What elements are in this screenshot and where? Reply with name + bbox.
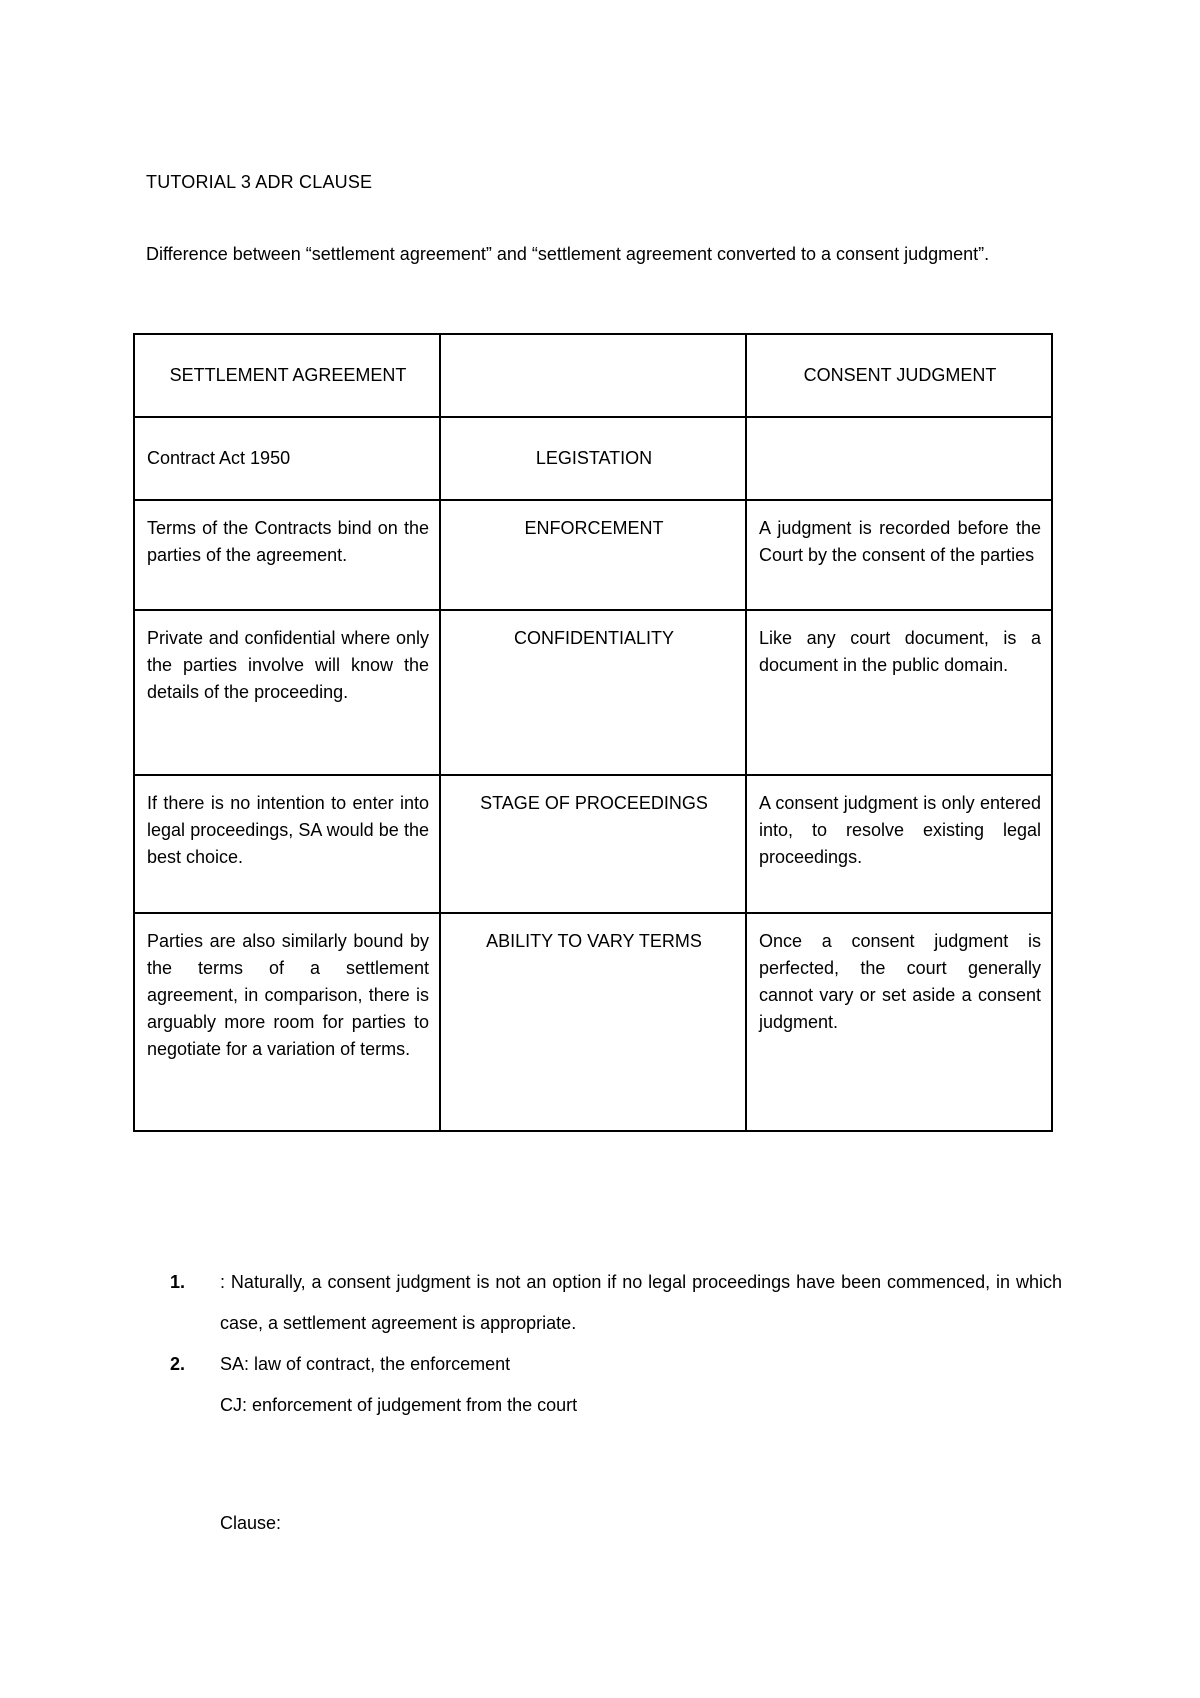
table-row	[134, 913, 1052, 1131]
header-aspect	[440, 334, 746, 417]
table-row	[134, 775, 1052, 913]
list-item-text: : Naturally, a consent judgment is not an option if no legal proceedings have been commenced, in which case, a settlement agreement is appropriate.	[220, 1272, 1062, 1333]
list-item-number: 2.	[170, 1354, 186, 1374]
table-row	[134, 500, 1052, 610]
cell-aspect: CONFIDENTIALITY	[440, 610, 746, 775]
list-item-number: 1.	[170, 1272, 186, 1292]
cell-sa: Terms of the Contracts bind on the parties of the agreement.	[134, 500, 440, 610]
cell-aspect: ENFORCEMENT	[440, 500, 746, 610]
cell-cj	[746, 417, 1052, 500]
table-row	[134, 417, 1052, 500]
page-title: TUTORIAL 3 ADR CLAUSE	[146, 172, 373, 192]
intro-paragraph: Difference between “settlement agreement” and “settlement agreement converted to a consent judgment”.	[146, 244, 990, 264]
cell-sa: Parties are also similarly bound by the terms of a settlement agreement, in comparison, there is arguably more room for parties to negotiate for a variation of terms.	[134, 913, 440, 1131]
clause-label: Clause:	[220, 1513, 282, 1533]
cell-aspect: ABILITY TO VARY TERMS	[440, 913, 746, 1131]
cell-cj: Like any court document, is a document in the public domain.	[746, 610, 1052, 775]
cell-sa: If there is no intention to enter into legal proceedings, SA would be the best choice.	[134, 775, 440, 913]
list-item-line: SA: law of contract, the enforcement	[220, 1354, 511, 1374]
header-settlement-agreement: SETTLEMENT AGREEMENT	[134, 334, 440, 417]
list-item-line: CJ: enforcement of judgement from the court	[220, 1395, 578, 1415]
list-item	[170, 1344, 1062, 1426]
cell-aspect: LEGISTATION	[440, 417, 746, 500]
comparison-table	[133, 333, 1053, 1132]
cell-cj: Once a consent judgment is perfected, the court generally cannot vary or set aside a consent judgment.	[746, 913, 1052, 1131]
header-consent-judgment: CONSENT JUDGMENT	[746, 334, 1052, 417]
table-header-row	[134, 334, 1052, 417]
cell-cj: A consent judgment is only entered into, to resolve existing legal proceedings.	[746, 775, 1052, 913]
cell-aspect: STAGE OF PROCEEDINGS	[440, 775, 746, 913]
cell-sa: Contract Act 1950	[134, 417, 440, 500]
cell-cj: A judgment is recorded before the Court by the consent of the parties	[746, 500, 1052, 610]
cell-sa: Private and confidential where only the parties involve will know the details of the proceeding.	[134, 610, 440, 775]
list-item-text	[220, 1344, 1062, 1426]
numbered-list	[170, 1262, 1062, 1426]
list-item	[170, 1262, 1062, 1344]
table-row	[134, 610, 1052, 775]
